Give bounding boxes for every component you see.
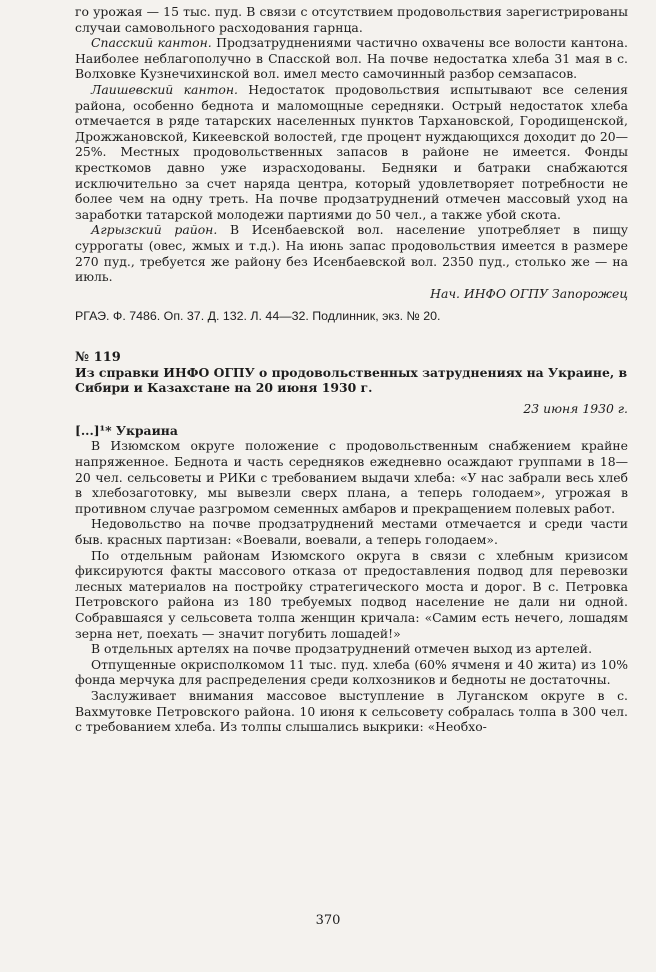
document-title: Из справки ИНФО ОГПУ о продовольственных затруднениях на Украине, в Сибири и Казахстане на 20 июня 1930 г. <box>75 365 628 396</box>
paragraph: Недовольство на почве продзатруднений местами отмечается и среди части быв. красных партизан: «Воевали, воевали, а теперь голодаем». <box>75 516 628 548</box>
paragraph: Заслуживает внимания массовое выступление в Луганском округе в с. Вахмутовке Петровского района. 10 июня к сельсовету собралась толпа в 300 чел. с требованием хлеба. Из толпы слышались выкрики: «Необхо- <box>75 687 628 735</box>
archive-reference: РГАЭ. Ф. 7486. Оп. 37. Д. 132. Л. 44—32. Подлинник, экз. № 20. <box>75 309 441 324</box>
signature: Нач. ИНФО ОГПУ Запорожец <box>430 285 628 301</box>
paragraph: В Изюмском округе положение с продовольственным снабжением крайне напряженное. Беднота и часть середняков ежедневно осаждают группами в 18—20 чел. сельсоветы и РИКи с требованием выдачи хлеба: «У нас забрали весь хлеб в хлебозаготовку, мы вывезли сверх плана, а теперь голодаем», угрожая в противном случае разгромом семенных амбаров и прекращением полевых работ. <box>75 438 628 516</box>
page-number: 370 <box>315 913 341 928</box>
region-name: Спасский кантон. <box>91 35 212 51</box>
paragraph-text: В Исенбаевской вол. население употребляет в пищу суррогаты (овес, жмых и т.д.). На июнь запас продовольствия имеется в размере 270 пуд., требуется же району без Исенбаевской вол. 2350 пуд., столько же — на июль. <box>75 222 628 285</box>
paragraph-text: Продзатруднениями частично охвачены все волости кантона. Наиболее неблагополучно в Спасской вол. На почве недостатка хлеба 31 мая в с. Волховке Кузнечихинской вол. имел место самочинный разбор семзапасов. <box>75 35 628 82</box>
paragraph: По отдельным районам Изюмского округа в связи с хлебным кризисом фиксируются факты массового отказа от предоставления подвод для перевозки лесных материалов на постройку стратегического моста и дорог. В с. Петровка Петровского района из 180 требуемых подвод население не дали ни одной. Собравшаяся у сельсовета толпа женщин кричала: «Самим есть нечего, лошадям зерна нет, поехать — значит погубить лошадей!» <box>75 547 628 641</box>
document-date: 23 июня 1930 г. <box>523 401 628 417</box>
section-heading: [...]¹* Украина <box>75 422 178 438</box>
paragraph <box>75 82 628 222</box>
paragraph: го урожая — 15 тыс. пуд. В связи с отсутствием продовольствия зарегистрированы случаи самовольного расходования гарнца. <box>75 4 628 35</box>
document-number: № 119 <box>75 350 121 366</box>
region-name: Лаишевский кантон. <box>91 81 238 97</box>
paragraph-text: Недостаток продовольствия испытывают все селения района, особенно беднота и маломощные середняки. Острый недостаток хлеба отмечается в ряде татарских населенных пунктов Тархановской, Городищенской, Дрожжановской, Кикеевской волостей, где процент нуждающихся доходит до 20—25%. Местных продовольственных запасов в районе не имеется. Фонды кресткомов давно уже израсходованы. Бедняки и батраки снабжаются исключительно за счет наряда центра, который удовлетворяет потребности не более чем на одну треть. На почве продзатруднений отмечен массовый уход на заработки татарской молодежи партиями до 50 чел., а также убой скота. <box>75 81 628 222</box>
paragraph <box>75 222 628 284</box>
region-name: Агрызский район. <box>91 222 218 238</box>
paragraph: Отпущенные окрисполкомом 11 тыс. пуд. хлеба (60% ячменя и 40 жита) из 10% фонда мерчука для распределения среди колхозников и бедноты не достаточны. <box>75 656 628 688</box>
paragraph <box>75 35 628 82</box>
paragraph: В отдельных артелях на почве продзатруднений отмечен выход из артелей. <box>91 641 593 657</box>
